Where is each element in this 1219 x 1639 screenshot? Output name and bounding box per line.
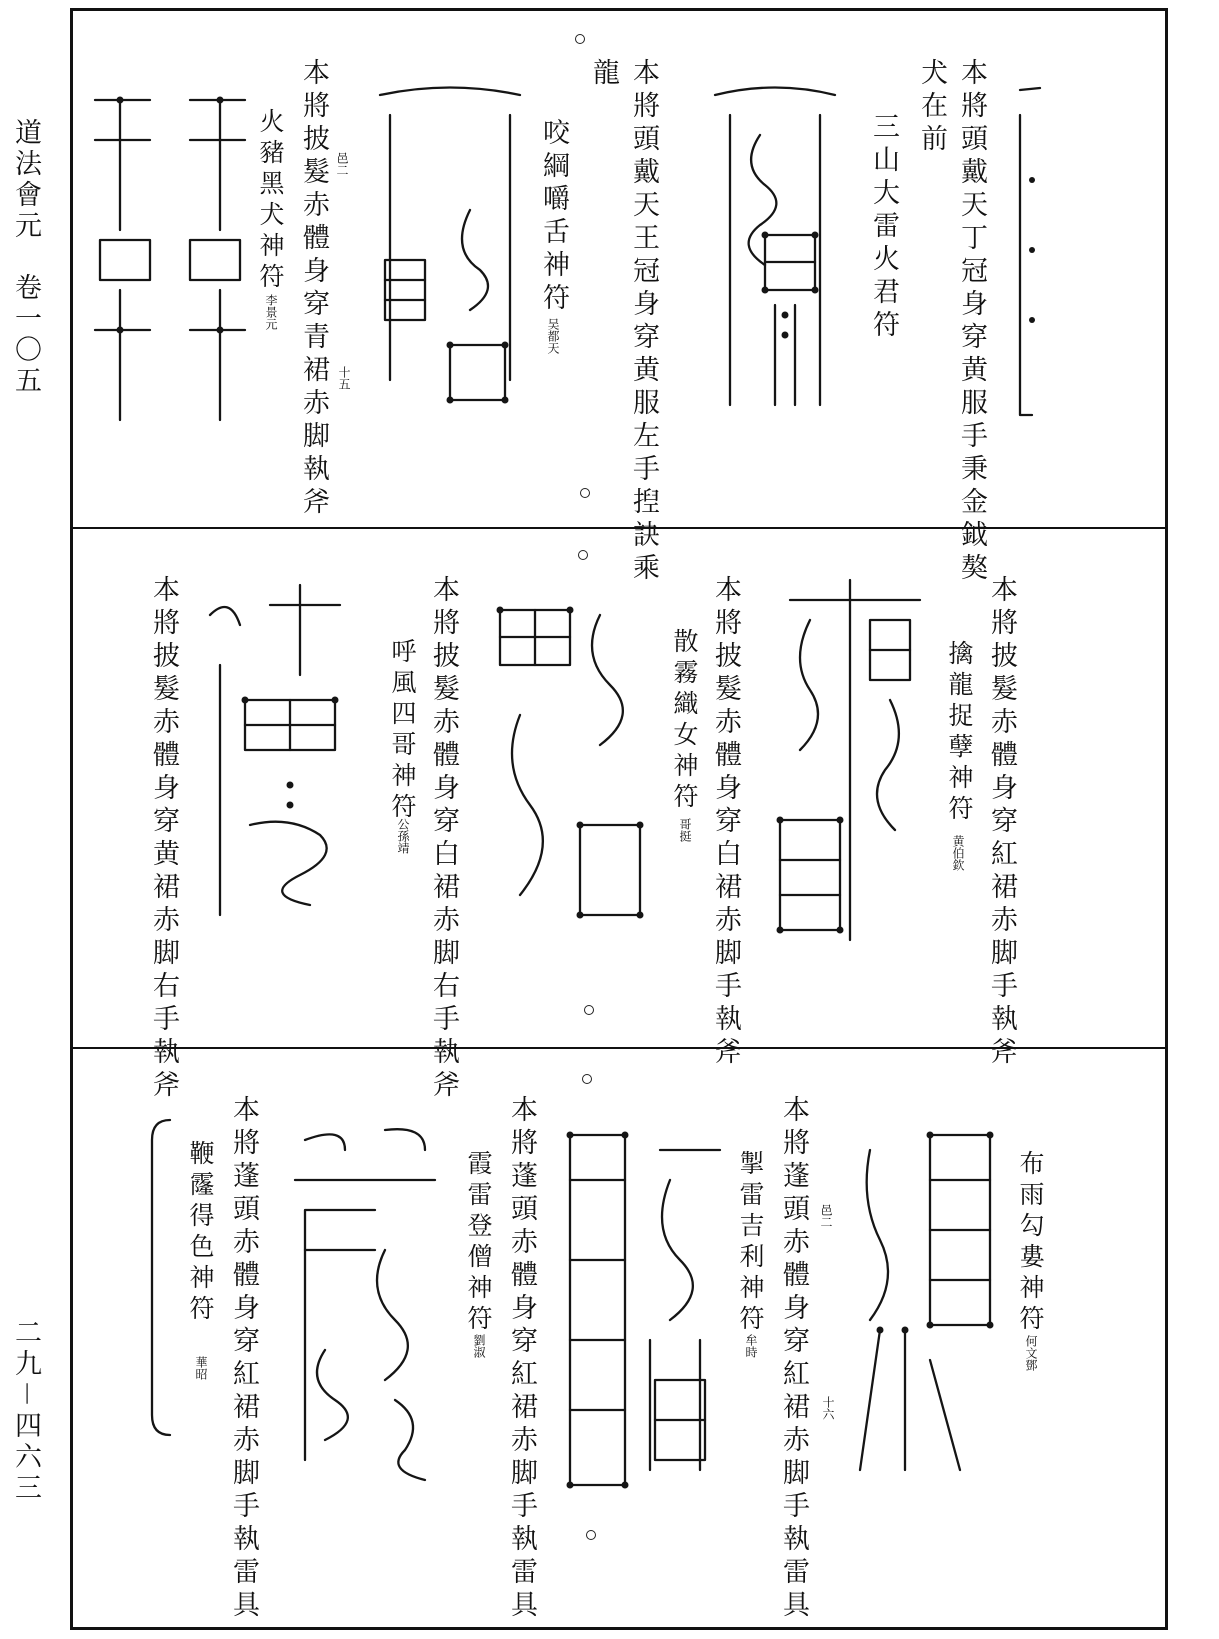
- binding-hole: [582, 1074, 592, 1084]
- talisman-glyph: [200, 585, 360, 935]
- panel1-col3-note-bottom: 十五: [337, 366, 351, 390]
- panel3-col1-note-top: 邑二: [819, 1204, 833, 1228]
- binding-hole: [578, 550, 588, 560]
- talisman-glyph: [850, 1120, 1010, 1490]
- panel3-title1-author: 牟時: [744, 1334, 758, 1358]
- panel3-talisman-title-0: 布雨勾婁神符: [1016, 1150, 1045, 1336]
- talisman-glyph: [770, 580, 930, 950]
- talisman-bracket: [1010, 70, 1050, 430]
- panel2-talisman-title-1: 擒龍捉孽神符: [945, 640, 974, 826]
- panel2-talisman-title-2: 散霧織女神符: [670, 628, 699, 814]
- panel2-title1-author: 黄伯欽: [951, 835, 965, 871]
- panel1-col2-head: 本將頭戴天王冠身穿黄服左手揑訣乘: [628, 58, 659, 586]
- panel3-col1-note-bottom: 十六: [821, 1396, 835, 1420]
- panel3-col3: 本將蓬頭赤體身穿紅裙赤脚手執雷具: [228, 1095, 259, 1623]
- talisman-glyph: [285, 1120, 445, 1490]
- panel1-col3: 本將披髮赤體身穿青裙赤脚執斧: [298, 58, 329, 520]
- panel1-title2-author: 吴都天: [546, 318, 560, 354]
- panel1-title3-author: 李景元: [264, 294, 278, 330]
- panel3-title0-author: 何文鄧: [1024, 1335, 1038, 1371]
- panel1-talisman-title: 三山大雷火君符: [868, 112, 899, 343]
- panel1-col3-note-top: 邑二: [335, 152, 349, 176]
- page-number: 二九－四六三: [10, 1318, 41, 1504]
- panel2-col1: 本將披髮赤體身穿紅裙赤脚手執斧: [986, 575, 1017, 1070]
- panel3-col1: 本將蓬頭赤體身穿紅裙赤脚手執雷具: [778, 1095, 809, 1623]
- talisman-glyph: [560, 1120, 730, 1500]
- binding-hole: [575, 34, 585, 44]
- panel3-talisman-title-3: 鞭霳得色神符: [186, 1140, 215, 1326]
- panel3-title3-author: 華昭: [194, 1356, 208, 1380]
- panel-divider-1: [70, 527, 1168, 529]
- talisman-glyph: [370, 80, 530, 420]
- panel2-title2-author: 哥挺: [678, 818, 692, 842]
- binding-hole: [580, 488, 590, 498]
- panel3-col2: 本將蓬頭赤體身穿紅裙赤脚手執雷具: [506, 1095, 537, 1623]
- binding-hole: [586, 1530, 596, 1540]
- talisman-glyph: [700, 75, 850, 425]
- panel2-title3-author: 公孫靖: [396, 818, 410, 854]
- binding-hole: [584, 1005, 594, 1015]
- panel2-col2: 本將披髮赤體身穿白裙赤脚手執斧: [710, 575, 741, 1070]
- panel1-col1-tail: 犬在前: [916, 58, 947, 157]
- book-title: 道法會元 卷一〇五: [10, 118, 41, 397]
- panel1-talisman-title-3: 火豬黑犬神符: [256, 108, 285, 294]
- panel2-col4: 本將披髮赤體身穿黄裙赤脚右手執斧: [148, 575, 179, 1103]
- panel1-col1-head: 本將頭戴天丁冠身穿黄服手秉金鉞獒: [956, 58, 987, 586]
- talisman-glyph: [90, 90, 250, 430]
- panel1-col2-tail: 龍: [588, 58, 619, 91]
- panel2-col3: 本將披髮赤體身穿白裙赤脚右手執斧: [428, 575, 459, 1103]
- talisman-glyph: [490, 595, 660, 950]
- panel3-talisman-title-2: 霞雷登僧神符: [464, 1150, 493, 1336]
- panel3-title2-author: 劉淑: [472, 1334, 486, 1358]
- panel2-talisman-title-3: 呼風四哥神符: [388, 638, 417, 824]
- talisman-bracket: [140, 1115, 180, 1445]
- panel1-talisman-title-2: 咬綱嚼舌神符: [538, 118, 569, 316]
- panel3-talisman-title-1: 掣雷吉利神符: [736, 1150, 765, 1336]
